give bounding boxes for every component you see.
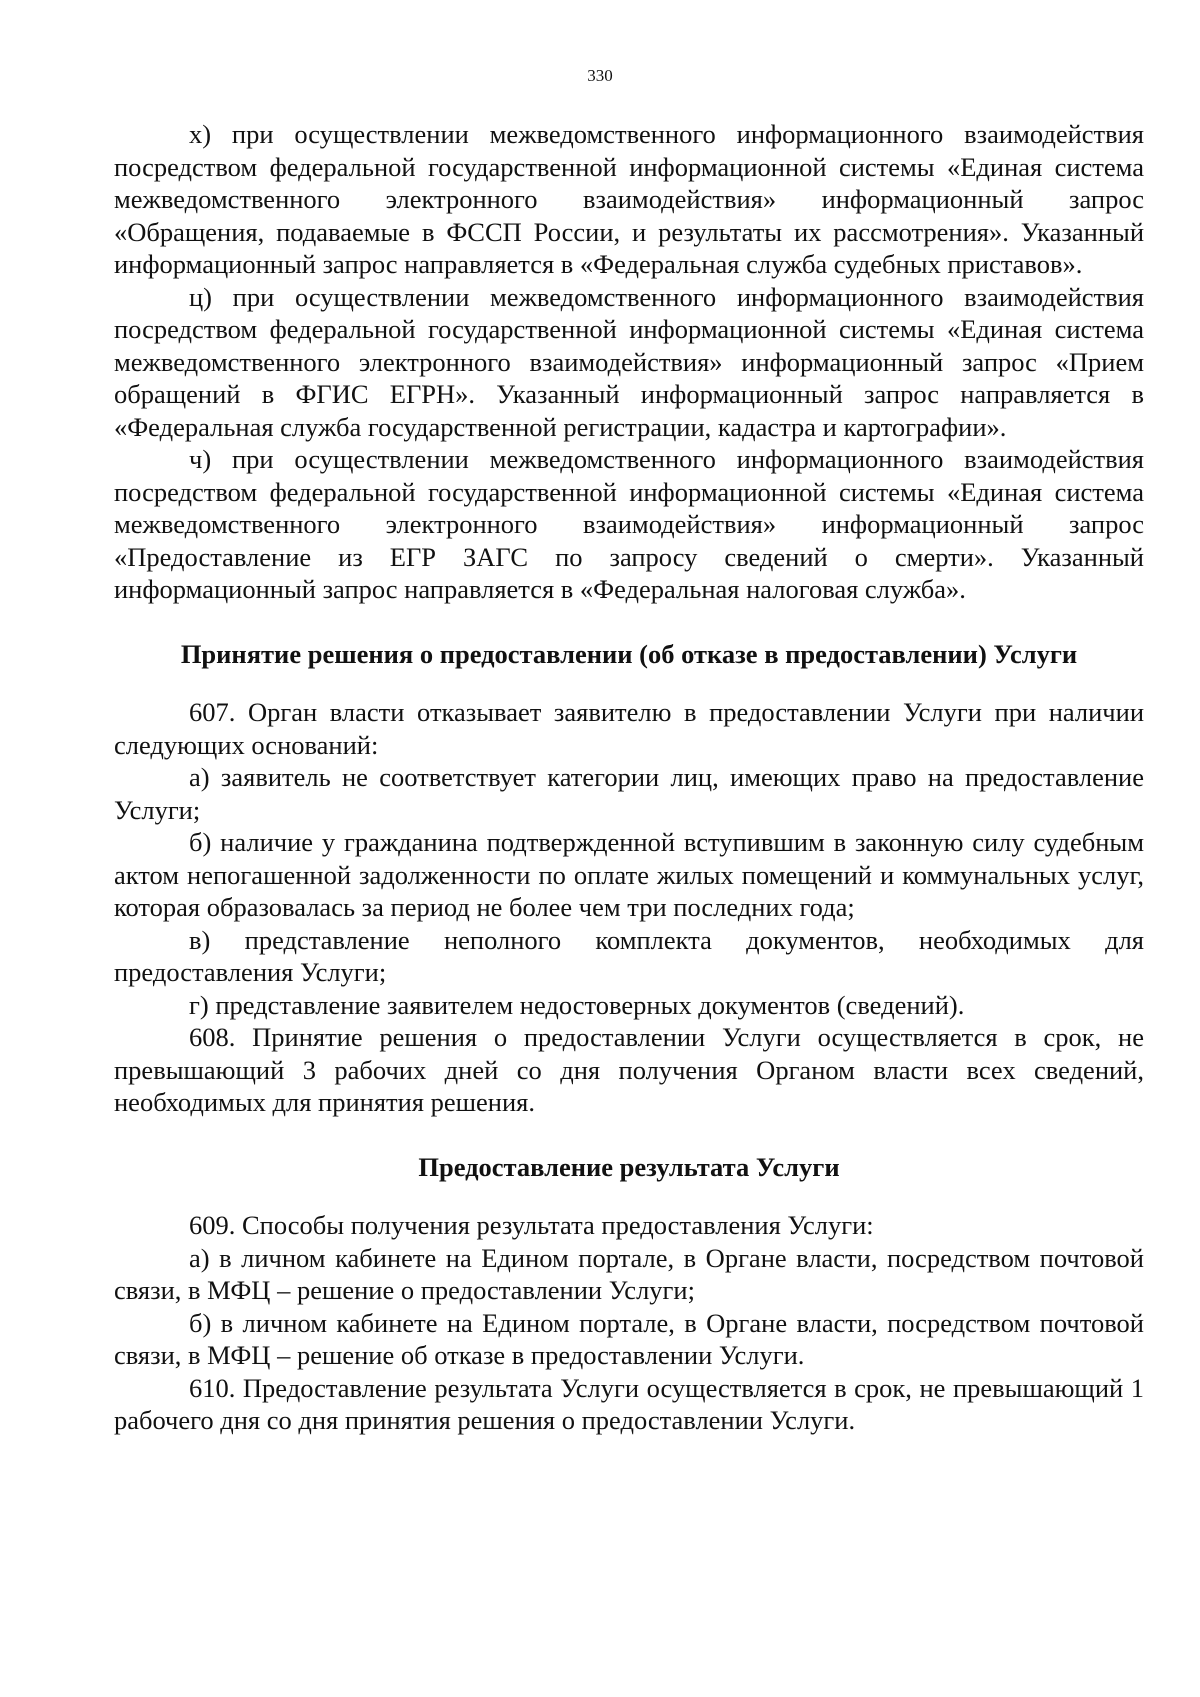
- paragraph-607-g: г) представление заявителем недостоверных документов (сведений).: [189, 989, 965, 1020]
- paragraph-607-b: б) наличие у гражданина подтвержденной вступившим в законную силу судебным актом непогашенной задолженности по оплате жилых помещений и коммунальных услуг, которая образовалась за период не более чем три последних года;: [114, 827, 1144, 922]
- paragraph-610: 610. Предоставление результата Услуги осуществляется в срок, не превышающий 1 рабочего дня со дня принятия решения о предоставлении Услуги.: [114, 1372, 1144, 1435]
- paragraph-ts: ц) при осуществлении межведомственного информационного взаимодействия посредством федеральной государственной информационной системы «Единая система межведомственного электронного взаимодействия» информационный запрос «Прием обращений в ФГИС ЕГРН». Указанный информационный запрос направляется в «Федеральная служба государственной регистрации, кадастра и картографии».: [114, 281, 1144, 442]
- paragraph-609-b: б) в личном кабинете на Едином портале, в Органе власти, посредством почтовой связи, в МФЦ – решение об отказе в предоставлении Услуги.: [114, 1307, 1144, 1370]
- paragraph-609: 609. Способы получения результата предоставления Услуги:: [189, 1210, 874, 1240]
- paragraph-607: 607. Орган власти отказывает заявителю в предоставлении Услуги при наличии следующих оснований:: [114, 697, 1144, 760]
- paragraph-ch: ч) при осуществлении межведомственного информационного взаимодействия посредством федеральной государственной информационной системы «Единая система межведомственного электронного взаимодействия» информационный запрос «Предоставление из ЕГР ЗАГС по запросу сведений о смерти». Указанный информационный запрос направляется в «Федеральная налоговая служба».: [114, 444, 1144, 604]
- paragraph-607-v: в) представление неполного комплекта документов, необходимых для предоставления Услуги;: [114, 924, 1144, 987]
- section-heading-decision: Принятие решения о предоставлении (об отказе в предоставлении) Услуги: [180, 638, 1078, 669]
- page-number: 330: [587, 66, 613, 85]
- section-heading-result: Предоставление результата Услуги: [418, 1151, 840, 1182]
- paragraph-609-a: а) в личном кабинете на Едином портале, в Органе власти, посредством почтовой связи, в МФЦ – решение о предоставлении Услуги;: [114, 1242, 1144, 1305]
- paragraph-607-a: а) заявитель не соответствует категории лиц, имеющих право на предоставление Услуги;: [114, 762, 1144, 825]
- document-body: [114, 118, 1144, 1437]
- paragraph-kh: х) при осуществлении межведомственного информационного взаимодействия посредством федеральной государственной информационной системы «Единая система межведомственного электронного взаимодействия» информационный запрос «Обращения, подаваемые в ФССП России, и результаты их рассмотрения». Указанный информационный запрос направляется в «Федеральная служба судебных приставов».: [114, 119, 1144, 279]
- paragraph-608: 608. Принятие решения о предоставлении Услуги осуществляется в срок, не превышающий 3 рабочих дней со дня получения Органом власти всех сведений, необходимых для принятия решения.: [114, 1022, 1144, 1117]
